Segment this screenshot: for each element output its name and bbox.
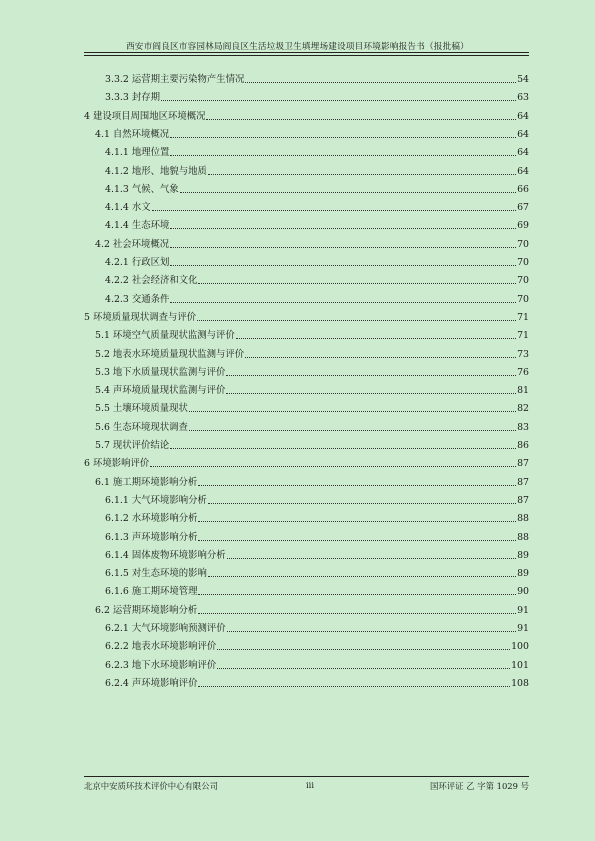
- toc-entry-page: 64: [517, 110, 529, 122]
- toc-entry-title: 4.2.2 社会经济和文化: [105, 275, 198, 287]
- toc-entry[interactable]: [95, 401, 529, 415]
- header-divider: [84, 52, 529, 56]
- toc-entry-page: 101: [511, 659, 529, 671]
- toc-entry-page: 87: [517, 476, 529, 488]
- toc-entry[interactable]: [84, 310, 529, 324]
- footer-company: 北京中安质环技术评价中心有限公司: [84, 781, 218, 791]
- toc-entry-page: 81: [517, 385, 529, 397]
- toc-leader-dots: [227, 557, 516, 559]
- toc-entry-title: 4.1.4 生态环境: [105, 220, 170, 232]
- toc-entry-page: 88: [517, 513, 529, 525]
- toc-entry[interactable]: [95, 383, 529, 397]
- toc-entry-title: 6.2 运营期环境影响分析: [95, 604, 198, 616]
- toc-entry[interactable]: [95, 603, 529, 617]
- toc-leader-dots: [198, 685, 510, 687]
- toc-entry-page: 76: [517, 366, 529, 378]
- toc-entry-page: 64: [517, 165, 529, 177]
- toc-entry-page: 108: [511, 677, 529, 689]
- toc-entry-title: 6.1 施工期环境影响分析: [95, 476, 198, 488]
- toc-entry-page: 73: [517, 348, 529, 360]
- toc-entry-title: 5.2 地表水环境质量现状监测与评价: [95, 348, 245, 360]
- toc-entry[interactable]: [105, 90, 529, 104]
- toc-entry-page: 88: [517, 531, 529, 543]
- toc-leader-dots: [245, 356, 516, 358]
- toc-entry-title: 5.5 土壤环境质量现状: [95, 403, 188, 415]
- toc-leader-dots: [217, 648, 510, 650]
- toc-entry-title: 5.3 地下水质量现状监测与评价: [95, 366, 226, 378]
- toc-leader-dots: [208, 173, 516, 175]
- toc-leader-dots: [170, 136, 516, 138]
- toc-leader-dots: [245, 81, 516, 83]
- footer-certificate: 国环评证 乙 字第 1029 号: [430, 781, 529, 791]
- toc-entry-title: 4.1.2 地形、地貌与地质: [105, 165, 207, 177]
- toc-entry-page: 91: [517, 623, 529, 634]
- toc-entry[interactable]: [95, 328, 529, 342]
- toc-leader-dots: [152, 209, 516, 211]
- toc-leader-dots: [170, 447, 516, 449]
- toc-entry-title: 4.2 社会环境概况: [95, 238, 170, 250]
- toc-entry-title: 5.4 声环境质量现状监测与评价: [95, 385, 226, 397]
- toc-entry[interactable]: [95, 420, 529, 434]
- toc-entry-title: 6.1.1 大气环境影响分析: [105, 494, 207, 506]
- toc-entry-title: 5.6 生态环境现状调查: [95, 421, 188, 433]
- toc-entry-page: 66: [517, 183, 529, 195]
- toc-entry-title: 3.3.3 封存期: [105, 92, 160, 104]
- toc-entry[interactable]: [95, 438, 529, 452]
- toc-entry[interactable]: [105, 182, 529, 196]
- toc-entry-page: 83: [517, 421, 529, 433]
- toc-entry-page: 64: [517, 128, 529, 140]
- toc-leader-dots: [208, 502, 516, 504]
- toc-entry-page: 89: [517, 549, 529, 561]
- toc-leader-dots: [198, 539, 516, 541]
- toc-entry-page: 70: [517, 238, 529, 250]
- toc-entry-page: 91: [517, 604, 529, 616]
- toc-leader-dots: [198, 593, 516, 595]
- toc-entry-page: 64: [517, 147, 529, 159]
- toc-entry-title: 6.1.6 施工期环境管理: [105, 586, 198, 598]
- toc-entry-title: 5 环境质量现状调查与评价: [84, 311, 197, 323]
- toc-entry[interactable]: [105, 273, 529, 287]
- toc-entry[interactable]: [105, 511, 529, 525]
- toc-entry-title: 4.1 自然环境概况: [95, 128, 170, 140]
- toc-entry-page: 71: [517, 311, 529, 323]
- toc-leader-dots: [217, 667, 510, 669]
- toc-leader-dots: [198, 612, 516, 614]
- toc-entry[interactable]: [105, 145, 529, 159]
- toc-entry[interactable]: [105, 566, 529, 580]
- toc-leader-dots: [150, 465, 516, 467]
- toc-leader-dots: [227, 630, 516, 632]
- toc-entry-page: 87: [517, 458, 529, 470]
- toc-entry-title: 4.2.1 行政区划: [105, 257, 170, 268]
- toc-leader-dots: [208, 575, 516, 577]
- toc-entry[interactable]: [105, 72, 529, 86]
- toc-entry-page: 89: [517, 568, 529, 580]
- toc-entry-page: 67: [517, 202, 529, 214]
- toc-entry-page: 82: [517, 403, 529, 415]
- toc-entry[interactable]: [105, 676, 529, 690]
- toc-entry[interactable]: [105, 218, 529, 232]
- toc-entry-title: 6 环境影响评价: [84, 458, 150, 470]
- toc-leader-dots: [161, 99, 516, 101]
- toc-leader-dots: [236, 337, 516, 339]
- toc-entry[interactable]: [105, 292, 529, 306]
- toc-entry-title: 5.1 环境空气质量现状监测与评价: [95, 330, 235, 342]
- toc-leader-dots: [198, 484, 516, 486]
- toc-entry[interactable]: [105, 658, 529, 672]
- toc-entry-page: 86: [517, 440, 529, 451]
- toc-entry-title: 6.2.2 地表水环境影响评价: [105, 641, 217, 653]
- toc-entry[interactable]: [95, 127, 529, 141]
- toc-entry-title: 6.1.2 水环境影响分析: [105, 513, 198, 525]
- toc-leader-dots: [206, 118, 516, 120]
- toc-entry[interactable]: [105, 255, 529, 269]
- toc-leader-dots: [198, 520, 516, 522]
- toc-entry[interactable]: [95, 365, 529, 379]
- toc-entry-page: 70: [517, 293, 529, 305]
- toc-leader-dots: [189, 410, 516, 412]
- toc-entry[interactable]: [105, 493, 529, 507]
- toc-entry-title: 4.2.3 交通条件: [105, 293, 170, 305]
- toc-entry-title: 4.1.3 气候、气象: [105, 183, 179, 195]
- toc-entry[interactable]: [95, 347, 529, 361]
- toc-leader-dots: [226, 392, 516, 394]
- toc-entry-title: 6.2.1 大气环境影响预测评价: [105, 623, 226, 634]
- toc-leader-dots: [226, 374, 516, 376]
- toc-entry-page: 100: [511, 641, 529, 653]
- toc-entry[interactable]: [105, 200, 529, 214]
- toc-entry-title: 4.1.4 水文: [105, 202, 151, 214]
- toc-entry-page: 87: [517, 494, 529, 506]
- toc-leader-dots: [180, 191, 516, 193]
- toc-entry-page: 54: [517, 74, 529, 85]
- toc-leader-dots: [170, 246, 516, 248]
- toc-entry-page: 69: [517, 220, 529, 232]
- toc-entry[interactable]: [95, 237, 529, 251]
- toc-leader-dots: [198, 282, 516, 284]
- toc-entry[interactable]: [95, 475, 529, 489]
- footer-divider: [84, 776, 529, 777]
- toc-entry-title: 4.1.1 地理位置: [105, 147, 170, 159]
- toc-entry-title: 6.1.5 对生态环境的影响: [105, 568, 207, 580]
- toc-entry-title: 6.1.3 声环境影响分析: [105, 531, 198, 543]
- toc-entry[interactable]: [105, 621, 529, 635]
- toc-leader-dots: [197, 319, 516, 321]
- toc-entry[interactable]: [105, 548, 529, 562]
- toc-entry[interactable]: [105, 164, 529, 178]
- toc-leader-dots: [189, 429, 516, 431]
- toc-leader-dots: [170, 264, 516, 266]
- footer-page-number: iii: [305, 780, 315, 790]
- toc-entry-title: 6.2.3 地下水环境影响评价: [105, 659, 217, 671]
- toc-entry-title: 5.7 现状评价结论: [95, 440, 170, 451]
- toc-entry-page: 90: [517, 586, 529, 598]
- toc-entry-page: 63: [517, 92, 529, 104]
- toc-entry-title: 6.2.4 声环境影响评价: [105, 677, 198, 689]
- toc-entry[interactable]: [105, 639, 529, 653]
- toc-entry-title: 4 建设项目周围地区环境概况: [84, 110, 206, 122]
- toc-entry-title: 6.1.4 固体废物环境影响分析: [105, 549, 226, 561]
- toc-entry-page: 70: [517, 257, 529, 268]
- toc-leader-dots: [170, 227, 516, 229]
- toc-leader-dots: [170, 154, 516, 156]
- toc-entry[interactable]: [84, 109, 529, 123]
- toc-entry-page: 71: [517, 330, 529, 342]
- toc-entry[interactable]: [105, 530, 529, 544]
- page-header: 西安市阎良区市容园林局阎良区生活垃圾卫生填埋场建设项目环境影响报告书（报批稿）: [126, 42, 469, 52]
- toc-leader-dots: [170, 301, 516, 303]
- toc-entry[interactable]: [105, 584, 529, 598]
- toc-entry[interactable]: [84, 456, 529, 470]
- toc-entry-title: 3.3.2 运营期主要污染物产生情况: [105, 74, 245, 85]
- toc-entry-page: 70: [517, 275, 529, 287]
